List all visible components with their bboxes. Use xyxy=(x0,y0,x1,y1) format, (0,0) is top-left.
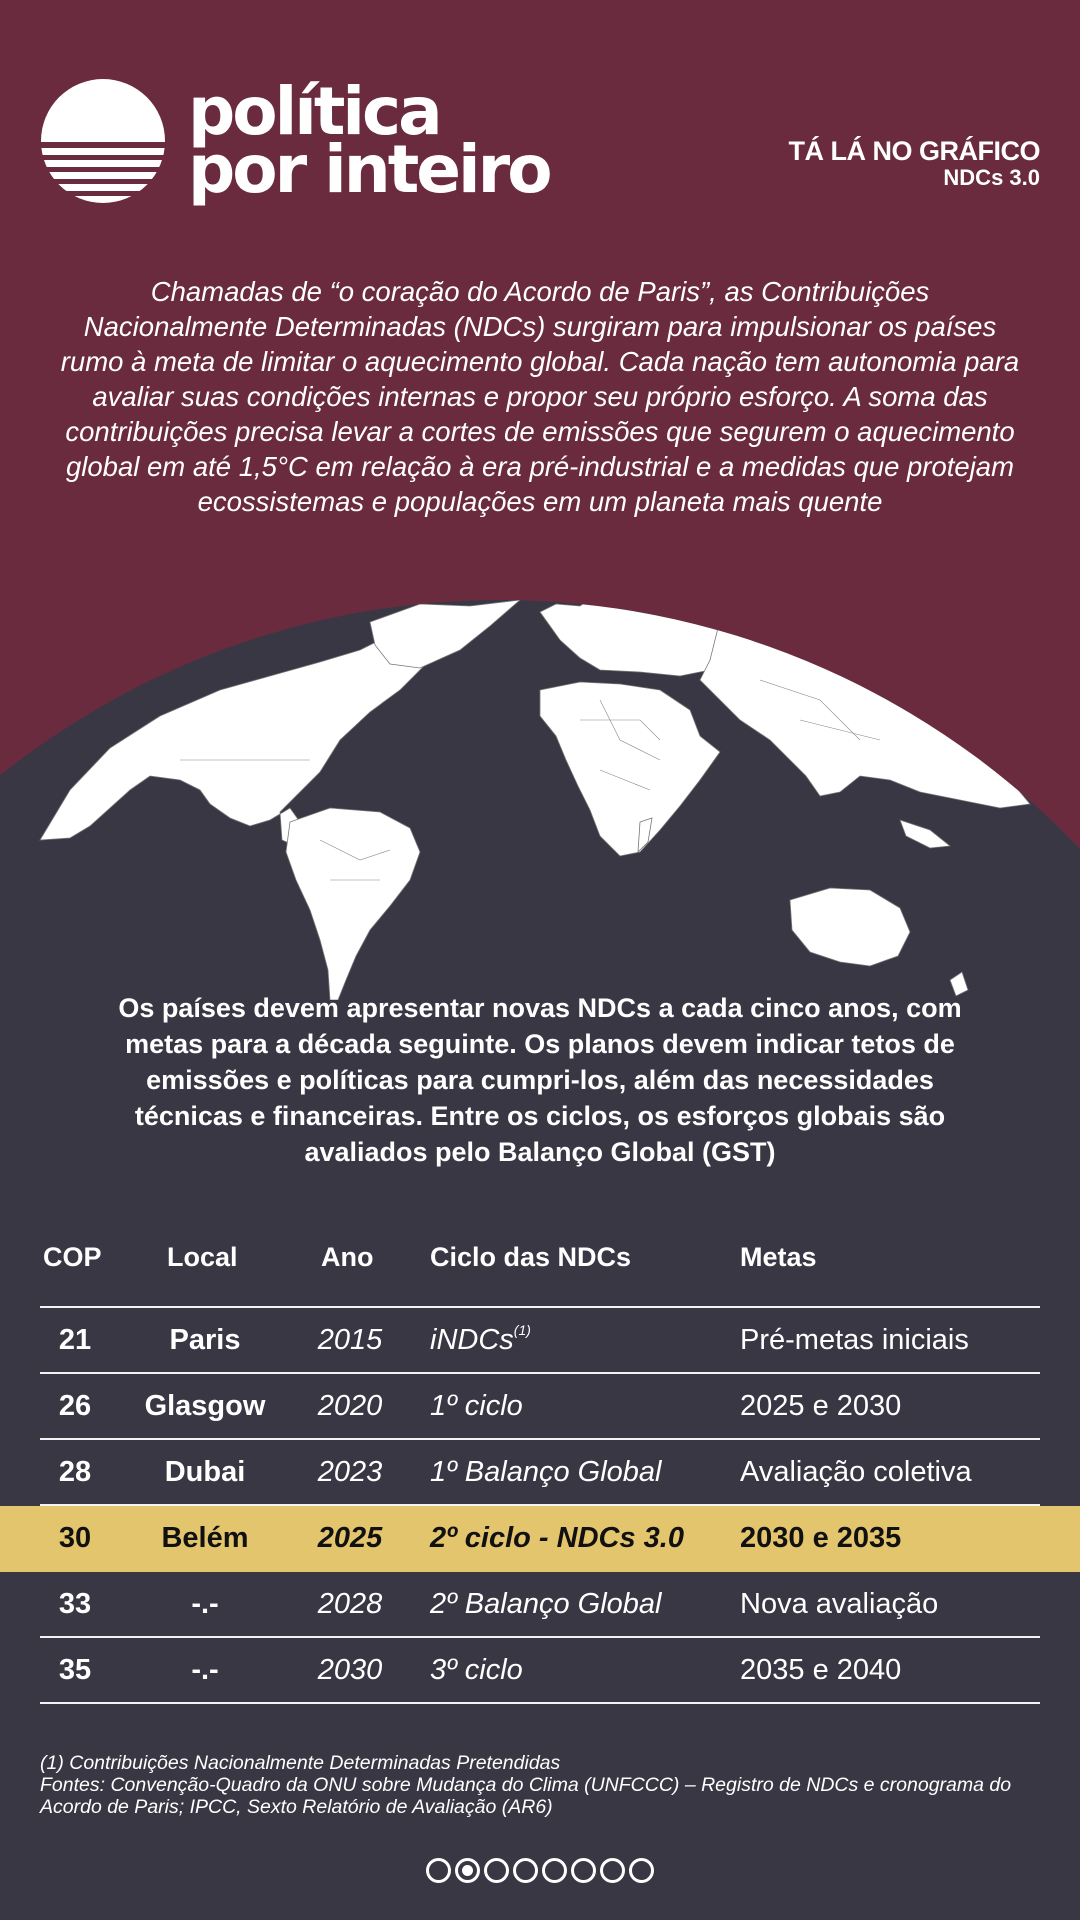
table-row-highlighted xyxy=(0,1506,1080,1572)
cell-metas: 2025 e 2030 xyxy=(740,1390,902,1422)
brand-line-1: política xyxy=(188,73,440,150)
cell-cop: 28 xyxy=(58,1456,92,1488)
table-row xyxy=(0,1638,1080,1704)
footnote-marker: (1) xyxy=(513,1322,531,1338)
sun-horizon-icon xyxy=(40,78,166,204)
lead-paragraph: Os países devem apresentar novas NDCs a cada cinco anos, com metas para a década seguinte. Os planos devem indicar tetos de emissões e políticas para cumpri-los, além das necessidades técnicas e financeiras. Entre os ciclos, os esforços globais são avaliados pelo Balanço Global (GST) xyxy=(118,993,962,1167)
cell-local: Belém xyxy=(161,1522,249,1554)
cell-metas: 2030 e 2035 xyxy=(740,1522,902,1554)
cell-ciclo: 1º Balanço Global xyxy=(430,1456,662,1488)
cell-ciclo xyxy=(430,1308,531,1372)
brand-wordmark xyxy=(188,73,550,208)
table-row xyxy=(0,1572,1080,1638)
cell-ano: 2025 xyxy=(317,1522,383,1554)
cell-metas: Nova avaliação xyxy=(740,1588,939,1620)
ndc-cycle-table xyxy=(0,1232,1080,1704)
cell-ciclo: 2º ciclo - NDCs 3.0 xyxy=(430,1522,684,1554)
cell-cop: 33 xyxy=(58,1588,92,1620)
cell-ano: 2028 xyxy=(317,1588,383,1620)
cell-metas: 2035 e 2040 xyxy=(740,1654,902,1686)
table-row xyxy=(0,1308,1080,1374)
pagination-dot[interactable] xyxy=(600,1858,625,1883)
cell-ciclo-text: iNDCs xyxy=(430,1324,514,1356)
cell-ciclo: 2º Balanço Global xyxy=(430,1588,662,1620)
header-local: Local xyxy=(167,1242,238,1272)
table-row xyxy=(0,1374,1080,1440)
cell-ciclo: 1º ciclo xyxy=(430,1390,523,1422)
cell-ciclo: 3º ciclo xyxy=(430,1654,523,1686)
pagination-dot[interactable] xyxy=(455,1858,480,1883)
series-subtitle: NDCs 3.0 xyxy=(943,165,1040,190)
cell-local: Glasgow xyxy=(144,1390,266,1422)
header-cop: COP xyxy=(43,1242,102,1272)
pagination-dot[interactable] xyxy=(542,1858,567,1883)
cell-local: Dubai xyxy=(164,1456,246,1488)
cell-ano: 2015 xyxy=(317,1324,383,1356)
carousel-pagination xyxy=(0,1858,1080,1883)
cell-ano: 2030 xyxy=(317,1654,383,1686)
cell-cop: 21 xyxy=(58,1324,92,1356)
pagination-dot[interactable] xyxy=(484,1858,509,1883)
cell-local: -.- xyxy=(191,1588,219,1620)
brand-logo xyxy=(40,73,550,208)
header-ano: Ano xyxy=(321,1242,374,1272)
cell-cop: 30 xyxy=(58,1522,92,1554)
sources-text: Fontes: Convenção-Quadro da ONU sobre Mudança do Clima (UNFCCC) – Registro de NDCs e cronograma do Acordo de Paris; IPCC, Sexto Relatório de Avaliação (AR6) xyxy=(40,1774,1012,1818)
header-metas: Metas xyxy=(740,1242,817,1272)
brand-line-2: por inteiro xyxy=(188,131,550,208)
cell-metas: Avaliação coletiva xyxy=(740,1456,972,1488)
header-tag xyxy=(789,136,1040,190)
cell-ano: 2020 xyxy=(317,1390,383,1422)
pagination-dot[interactable] xyxy=(629,1858,654,1883)
series-title: TÁ LÁ NO GRÁFICO xyxy=(788,136,1040,166)
intro-paragraph: Chamadas de “o coração do Acordo de Paris”, as Contribuições Nacionalmente Determinadas (NDCs) surgiram para impulsionar os países rumo à meta de limitar o aquecimento global. Cada nação tem autonomia para avaliar suas condições internas e propor seu próprio esforço. A soma das contribuições precisa levar a cortes de emissões que segurem o aquecimento global em até 1,5°C em relação à era pré-industrial e a medidas que protejam ecossistemas e populações em um planeta mais quente xyxy=(60,276,1020,517)
cell-local: -.- xyxy=(191,1654,219,1686)
cell-local: Paris xyxy=(169,1324,241,1356)
cell-metas: Pré-metas iniciais xyxy=(740,1324,969,1356)
pagination-dot[interactable] xyxy=(426,1858,451,1883)
cell-cop: 35 xyxy=(58,1654,92,1686)
header-ciclo: Ciclo das NDCs xyxy=(430,1242,632,1272)
cell-cop: 26 xyxy=(58,1390,92,1422)
row-divider xyxy=(40,1702,1040,1704)
pagination-dot[interactable] xyxy=(513,1858,538,1883)
table-row xyxy=(0,1440,1080,1506)
footnotes xyxy=(40,1752,1040,1818)
cell-ano: 2023 xyxy=(317,1456,383,1488)
footnote-text: (1) Contribuições Nacionalmente Determinadas Pretendidas xyxy=(40,1752,561,1774)
table-header xyxy=(40,1232,1040,1308)
pagination-dot[interactable] xyxy=(571,1858,596,1883)
